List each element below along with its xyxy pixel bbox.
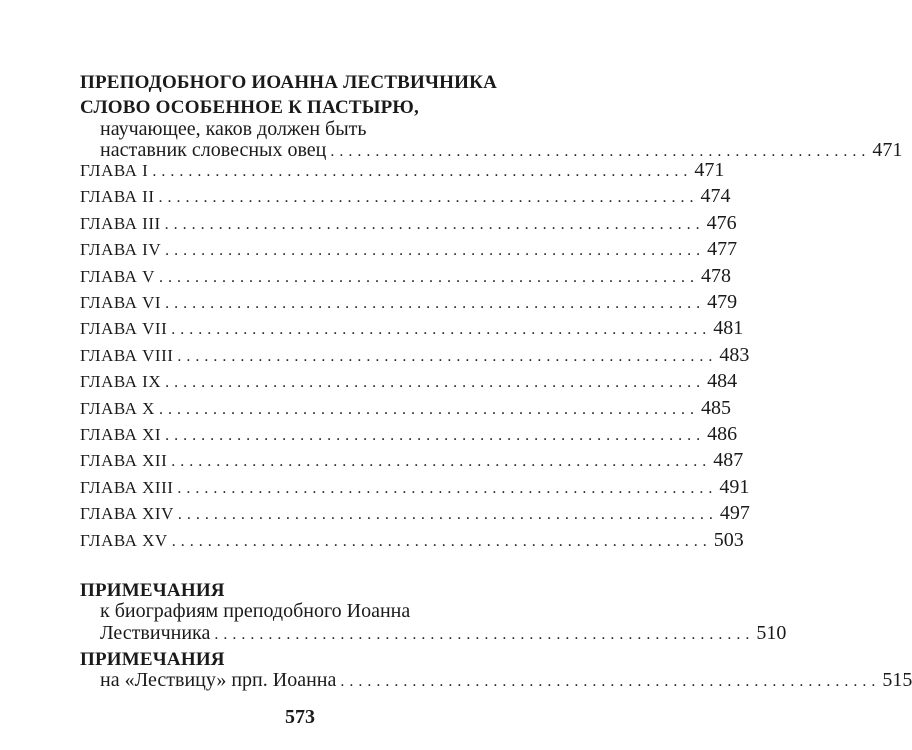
entry-label: ГЛАВА XIV xyxy=(80,504,174,524)
entry-label: ГЛАВА XV xyxy=(80,530,168,550)
entry-label: ГЛАВА XII xyxy=(80,451,168,471)
dot-leader: ............................................................ xyxy=(177,479,718,497)
entry-label: ГЛАВА VI xyxy=(80,293,162,312)
dot-leader: ............................................................ xyxy=(158,268,699,286)
dot-leader: ............................................................ xyxy=(158,400,699,418)
entry-page-number: 497 xyxy=(719,502,750,525)
dot-leader: ............................................................ xyxy=(177,506,718,524)
dot-leader: ............................................................ xyxy=(171,321,712,339)
dot-leader: ............................................................ xyxy=(164,215,705,233)
entry-label: ГЛАВА I xyxy=(80,161,149,180)
toc-entry-chapter[interactable] xyxy=(80,528,744,555)
toc-entry-notes2[interactable] xyxy=(100,669,912,695)
section-title-line1: ПРЕПОДОБНОГО ИОАННА ЛЕСТВИЧНИКА xyxy=(80,72,498,93)
toc-entry-chapter[interactable] xyxy=(80,502,750,528)
entry-label: ГЛАВА XI xyxy=(80,425,162,444)
dot-leader: ............................................................ xyxy=(165,295,706,312)
toc-entry-chapter[interactable] xyxy=(80,396,731,423)
entry-label: ГЛАВА VIII xyxy=(80,345,174,365)
entry-page-number: 471 xyxy=(872,139,903,161)
toc-entry-chapter[interactable] xyxy=(80,423,738,449)
toc-entry-chapter[interactable] xyxy=(80,449,744,475)
dot-leader: ............................................................ xyxy=(177,347,718,365)
entry-label: наставник словесных овец xyxy=(100,139,327,161)
dot-leader: ............................................................ xyxy=(214,626,755,643)
dot-leader: ............................................................ xyxy=(171,453,712,471)
entry-page-number: 503 xyxy=(713,528,744,551)
toc-entry-chapter[interactable] xyxy=(80,317,744,343)
entry-page-number: 474 xyxy=(700,185,731,208)
notes2-title: ПРИМЕЧАНИЯ xyxy=(80,649,225,670)
section-title-line2: СЛОВО ОСОБЕННОЕ К ПАСТЫРЮ, xyxy=(80,97,419,118)
entry-label: ГЛАВА IV xyxy=(80,240,162,260)
toc-entry-chapter[interactable] xyxy=(80,159,725,185)
toc-entry-chapter[interactable] xyxy=(80,264,731,291)
toc-entry-chapter[interactable] xyxy=(80,370,738,396)
dot-leader: ............................................................ xyxy=(152,163,693,180)
toc-entry-chapter[interactable] xyxy=(80,475,750,502)
notes1-subtitle-line1: к биографиям преподобного Иоанна xyxy=(100,600,411,622)
dot-leader: ............................................................ xyxy=(165,242,706,260)
entry-page-number: 485 xyxy=(700,396,731,419)
toc-entry-chapter[interactable] xyxy=(80,291,738,317)
toc-entry-chapter[interactable] xyxy=(80,238,738,264)
entry-label: на «Лествицу» прп. Иоанна xyxy=(100,669,337,691)
entry-page-number: 477 xyxy=(707,238,738,261)
entry-label: ГЛАВА III xyxy=(80,213,161,233)
notes1-title: ПРИМЕЧАНИЯ xyxy=(80,580,225,601)
entry-page-number: 479 xyxy=(707,291,738,313)
toc-entry-chapter[interactable] xyxy=(80,343,750,370)
toc-entry-chapter[interactable] xyxy=(80,211,737,238)
entry-label: ГЛАВА II xyxy=(80,187,155,207)
entry-page-number: 491 xyxy=(719,475,750,498)
entry-label: ГЛАВА V xyxy=(80,266,155,286)
entry-page-number: 476 xyxy=(706,211,737,234)
toc-entry-notes1[interactable] xyxy=(100,622,787,648)
toc-entry-chapter[interactable] xyxy=(80,185,731,211)
entry-page-number: 478 xyxy=(700,264,731,287)
entry-label: Лествичника xyxy=(100,622,211,644)
entry-page-number: 483 xyxy=(719,343,750,366)
entry-page-number: 484 xyxy=(707,370,738,393)
entry-label: ГЛАВА X xyxy=(80,398,155,418)
entry-label: ГЛАВА VII xyxy=(80,319,168,339)
page-number: 573 xyxy=(285,706,315,728)
dot-leader: ............................................................ xyxy=(330,143,871,160)
entry-label: ГЛАВА IX xyxy=(80,372,162,392)
section-subtitle-line1: научающее, каков должен быть xyxy=(100,118,367,140)
dot-leader: ............................................................ xyxy=(165,427,706,444)
entry-page-number: 471 xyxy=(694,159,725,181)
dot-leader: ............................................................ xyxy=(171,532,712,550)
dot-leader: ............................................................ xyxy=(340,673,881,690)
entry-page-number: 481 xyxy=(713,317,744,340)
entry-page-number: 487 xyxy=(713,449,744,472)
entry-label: ГЛАВА XIII xyxy=(80,477,174,497)
entry-page-number: 515 xyxy=(882,669,912,691)
dot-leader: ............................................................ xyxy=(165,374,706,392)
dot-leader: ............................................................ xyxy=(158,189,699,207)
entry-page-number: 510 xyxy=(756,622,787,644)
entry-page-number: 486 xyxy=(707,423,738,445)
